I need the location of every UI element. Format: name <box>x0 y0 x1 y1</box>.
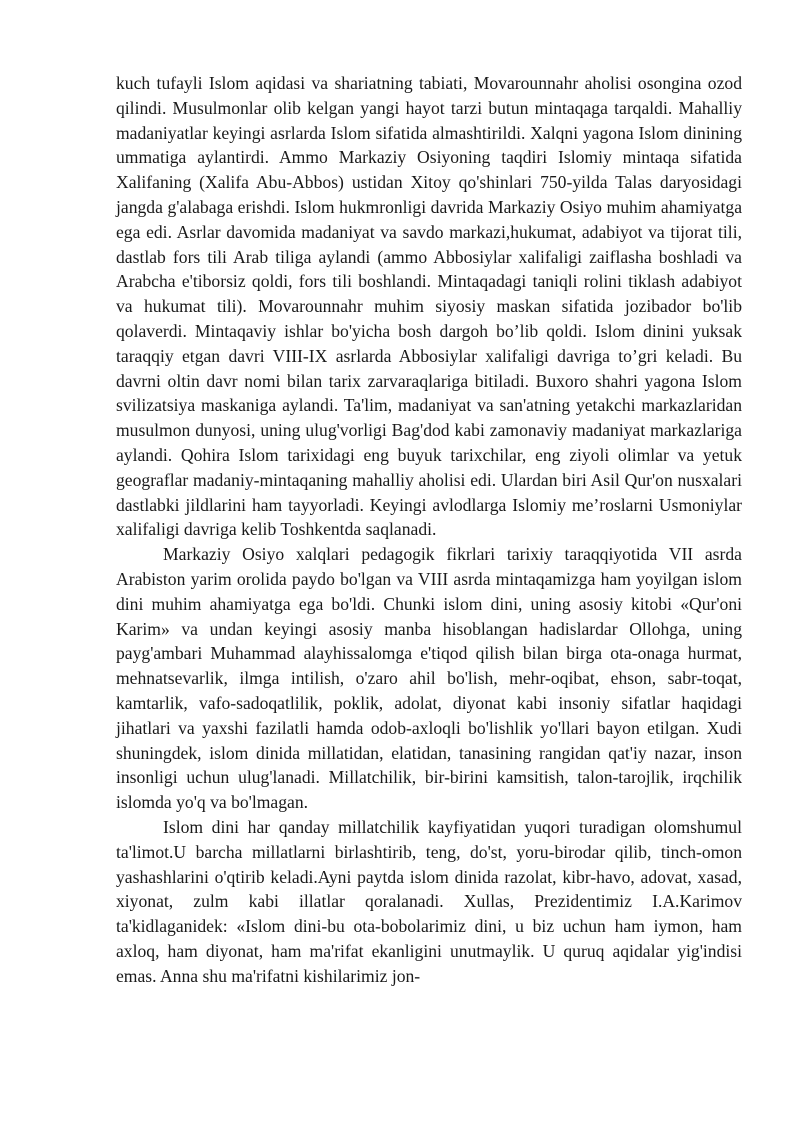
paragraph-2: Markaziy Osiyo xalqlari pedagogik fikrlari tarixiy taraqqiyotida VII asrda Arabiston yarim orolida paydo bo'lgan va VIII asrda mintaqamizga ham yoyilgan islom dini muhim ahamiyatga ega bo'ldi. Chunki islom dini, uning asosiy kitobi «Qur'oni Karim» va undan keyingi asosiy manba hisoblangan hadislardar Ollohga, uning payg'ambari Muhammad alayhissalomga e'tiqod qilish bilan birga ota-onaga hurmat, mehnatsevarlik, ilmga intilish, o'zaro ahil bo'lish, mehr-oqibat, ehson, sabr-toqat, kamtarlik, vafo-sadoqatlilik, poklik, adolat, diyonat kabi insoniy sifatlar haqidagi jihatlari va yaxshi fazilatli hamda odob-axloqli bo'lishlik yo'llari bayon etilgan. Xudi shuningdek, islom dinida millatidan, elatidan, tanasining rangidan qat'iy nazar, inson insonligi uchun ulug'lanadi. Millatchilik, bir-birini kamsitish, talon-tarojlik, irqchilik islomda yo'q va bo'lmagan. <box>116 544 742 813</box>
paragraph-1: kuch tufayli Islom aqidasi va shariatning tabiati, Movarounnahr aholisi osongina ozod qilindi. Musulmonlar olib kelgan yangi hayot tarzi butun mintaqaga tarqaldi. Mahalliy madaniyatlar keyingi asrlarda Islom sifatida almashtirildi. Xalqni yagona Islom dinining ummatiga aylantirdi. Ammo Markaziy Osiyoning taqdiri Islomiy mintaqa sifatida Xalifaning (Xalifa Abu-Abbos) ustidan Xitoy qo'shinlari 750-yilda Talas daryosidagi jangda g'alabaga erishdi. Islom hukmronligi davrida Markaziy Osiyo muhim ahamiyatga ega edi. Asrlar davomida madaniyat va savdo markazi,hukumat, adabiyot va tijorat tili, dastlab fors tili Arab tiliga aylandi (ammo Abbosiylar xalifaligi zaiflasha boshladi va Arabcha e'tiborsiz qoldi, fors tili boshlandi. Mintaqadagi taniqli rolini tiklash adabiyot va hukumat tili). Movarounnahr muhim siyosiy maskan sifatida jozibador bo'lib qolaverdi. Mintaqaviy ishlar bo'yicha bosh dargoh bo’lib qoldi. Islom dinini yuksak taraqqiy etgan davri VIII-IX asrlarda Abbosiylar xalifaligi davriga to’gri keladi. Bu davrni oltin davr nomi bilan tarix zarvaraqlariga bitiladi. Buxoro shahri yagona Islom svilizatsiya maskaniga aylandi. Ta'lim, madaniyat va san'atning yetakchi markazlaridan musulmon dunyosi, uning ulug'vorligi Bag'dod kabi zamonaviy madaniyat markazlariga aylandi. Qohira Islom tarixidagi eng buyuk tarixchilar, eng ziyoli olimlar va yetuk geograflar madaniy-mintaqaning mahalliy aholisi edi. Ulardan biri Asil Qur'on nusxalari dastlabki jildlarini ham tayyorladi. Keyingi avlodlarga Islomiy me’roslarni Usmoniylar xalifaligi davriga kelib Toshkentda saqlanadi. <box>116 73 742 540</box>
document-page <box>116 71 742 988</box>
paragraph-3: Islom dini har qanday millatchilik kayfiyatidan yuqori turadigan olomshumul ta'limot.U barcha millatlarni birlashtirib, teng, do'st, yoru-birodar qilib, tinch-omon yashashlarini o'qtirib keladi.Ayni paytda islom dinida razolat, kibr-havo, adovat, xasad, xiyonat, zulm kabi illatlar qoralanadi. Xullas, Prezidentimiz I.A.Karimov ta'kidlaganidek: «Islom dini-bu ota-bobolarimiz dini, u biz uchun ham iymon, ham axloq, ham diyonat, ham ma'rifat ekanligini unutmaylik. U quruq aqidalar yig'indisi emas. Anna shu ma'rifatni kishilarimiz jon- <box>116 816 742 986</box>
